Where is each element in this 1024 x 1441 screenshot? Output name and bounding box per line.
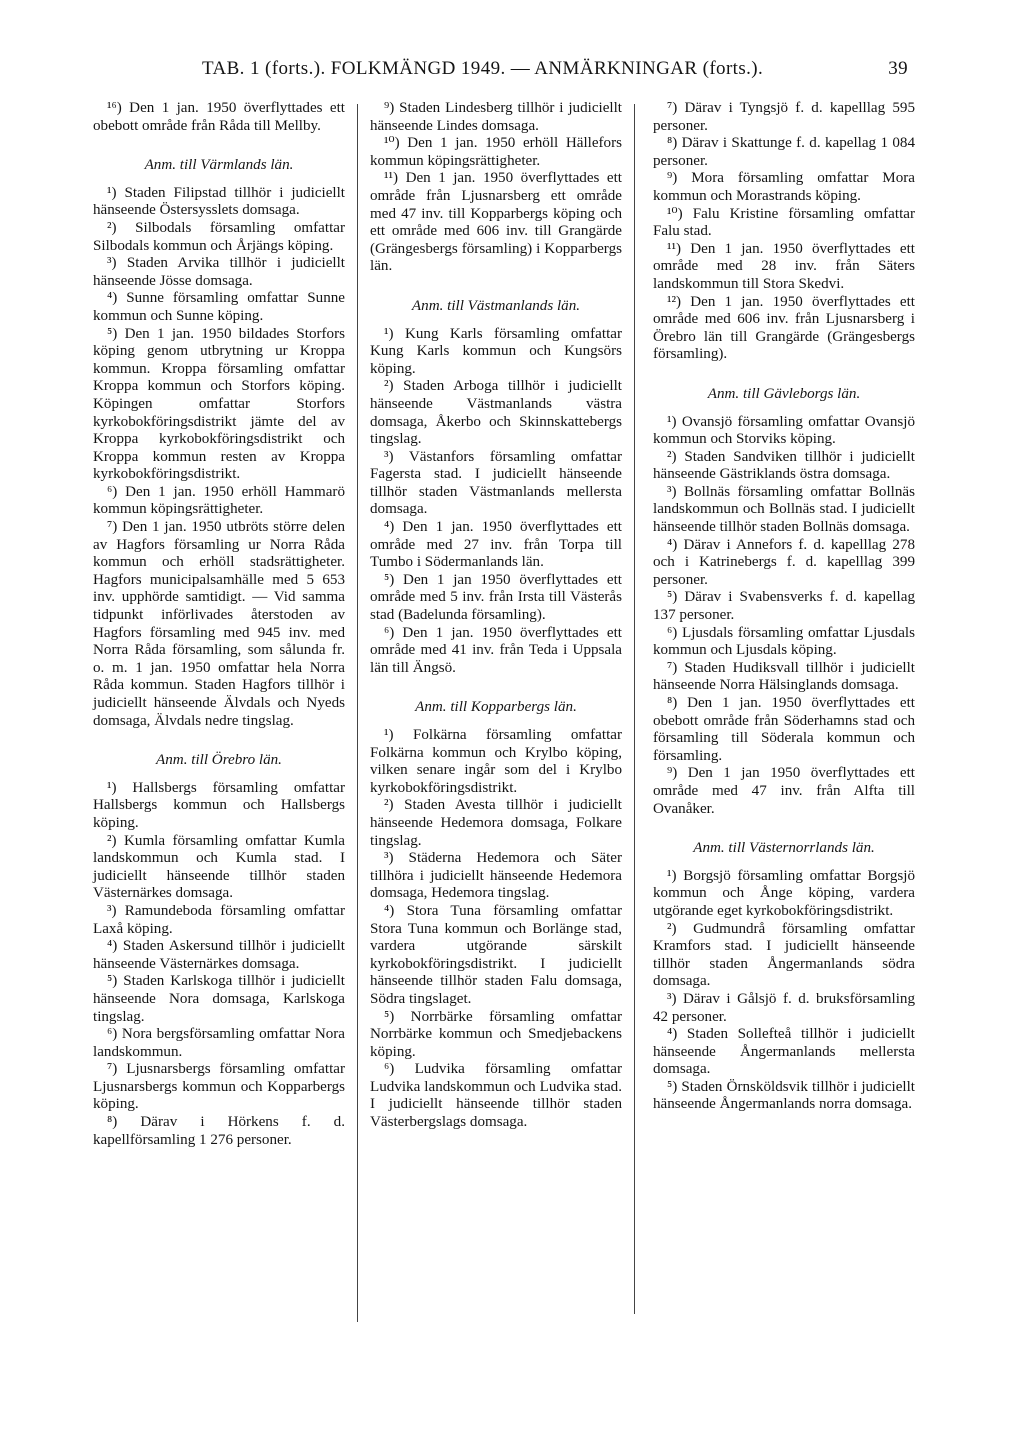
section-heading: Anm. till Gävleborgs län.	[707, 385, 861, 402]
footnote: ¹) Hallsbergs församling omfattar Hallsbergs kommun och Hallsbergs köping.	[93, 779, 345, 831]
footnote: ²) Gudmundrå församling omfattar Kramfors stad. I judiciellt hänseende tillhör staden Ångermanlands södra domsaga.	[653, 920, 915, 990]
footnote: ³) Städerna Hedemora och Säter tillhöra i judiciellt hänseende Hedemora domsaga, Hedemora tingslag.	[370, 850, 622, 902]
footnote: ²) Staden Avesta tillhör i judiciellt hänseende Hedemora domsaga, Folkare tingslag.	[370, 797, 622, 849]
footnote: ³) Bollnäs församling omfattar Bollnäs landskommun och Bollnäs stad. I judiciellt hänseende tillhör staden Bollnäs domsaga.	[653, 483, 915, 536]
footnote: ⁵) Därav i Svabensverks f. d. kapellag 137 personer.	[653, 589, 915, 624]
footnote: ⁸) Den 1 jan. 1950 överflyttades ett obebott område från Söderhamns stad och församling till Söderala kommun och församling.	[653, 695, 915, 764]
column-divider	[357, 104, 358, 1322]
footnote: ⁸) Därav i Skattunge f. d. kapellag 1 084 personer.	[653, 135, 915, 169]
footnote: ¹²) Den 1 jan. 1950 överflyttades ett område med 606 inv. från Ljusnarsberg i Örebro län till Grangärde (Grängesbergs församling).	[653, 293, 915, 363]
footnote: ⁵) Staden Karlskoga tillhör i judiciellt hänseende Nora domsaga, Karlskoga tingslag.	[93, 973, 345, 1025]
footnote: ⁷) Staden Hudiksvall tillhör i judiciellt hänseende Norra Hälsinglands domsaga.	[653, 659, 915, 694]
notes-column-2	[370, 100, 622, 1132]
footnote: ³) Staden Arvika tillhör i judiciellt hänseende Jösse domsaga.	[93, 255, 345, 289]
footnote: ⁵) Den 1 jan. 1950 bildades Storfors köping genom utbrytning ur Kroppa kommun. Kroppa församling omfattar Kroppa kommun och Storfors köping. Köpingen omfattar Storfors kyrkobokföringsdistrikt jämte del av Kroppa kyrkobokföringsdistrikt och Kroppa kommun resten av Kroppa kyrkobokföringsdistrikt.	[93, 325, 345, 483]
footnote: ⁴) Sunne församling omfattar Sunne kommun och Sunne köping.	[93, 290, 345, 324]
footnote: ⁹) Mora församling omfattar Mora kommun och Morastrands köping.	[653, 170, 915, 204]
section-heading: Anm. till Värmlands län.	[144, 157, 294, 174]
footnote: ¹¹) Den 1 jan. 1950 överflyttades ett område från Ljusnarsberg ett område med 47 inv. till Kopparbergs köping och ett område med 606 inv. till Grangärde (Grängesbergs församling) i Kopparbergs län.	[370, 170, 622, 275]
footnote: ²) Staden Sandviken tillhör i judiciellt hänseende Gästriklands östra domsaga.	[653, 448, 915, 483]
footnote: ¹¹) Den 1 jan. 1950 överflyttades ett område med 28 inv. från Säters landskommun till Stora Skedvi.	[653, 240, 915, 292]
footnote: ⁹) Staden Lindesberg tillhör i judiciellt hänseende Lindes domsaga.	[370, 100, 622, 134]
footnote: ⁷) Den 1 jan. 1950 utbröts större delen av Hagfors församling ur Norra Råda kommun och erhöll stadsrättigheter. Hagfors municipalsamhälle med 5 653 inv. upphörde samtidigt. — Vid samma tidpunkt införlivades återstoden av Hagfors församling med 945 inv. med Norra Råda församling, som sålunda fr. o. m. 1 jan. 1950 omfattar hela Norra Råda kommun. Staden Hagfors tillhör i judiciellt hänseende Älvdals och Nyeds domsaga, Älvdals nedre tingslag.	[93, 519, 345, 729]
footnote: ¹) Ovansjö församling omfattar Ovansjö kommun och Storviks köping.	[653, 413, 915, 448]
footnote: ⁵) Den 1 jan 1950 överflyttades ett område med 5 inv. från Irsta till Västerås stad (Badelunda församling).	[370, 571, 622, 624]
footnote: ²) Staden Arboga tillhör i judiciellt hänseende Västmanlands västra domsaga, Åkerbo och Skinnskattebergs tingslag.	[370, 378, 622, 448]
footnote: ¹⁶) Den 1 jan. 1950 överflyttades ett obebott område från Råda till Mellby.	[93, 100, 345, 134]
running-title: TAB. 1 (forts.). FOLKMÄNGD 1949. — ANMÄRKNINGAR (forts.).	[202, 58, 764, 79]
footnote: ¹) Kung Karls församling omfattar Kung Karls kommun och Kungsörs köping.	[370, 325, 622, 377]
page-number: 39	[888, 58, 908, 79]
footnote: ⁵) Staden Örnsköldsvik tillhör i judiciellt hänseende Ångermanlands norra domsaga.	[653, 1078, 915, 1113]
footnote: ⁶) Ludvika församling omfattar Ludvika landskommun och Ludvika stad. I judiciellt hänseende tillhör staden Västerbergslags domsaga.	[370, 1061, 622, 1131]
footnote: ³) Därav i Gålsjö f. d. bruksförsamling 42 personer.	[653, 990, 915, 1025]
footnote: ³) Västanfors församling omfattar Fagersta stad. I judiciellt hänseende tillhör staden Västmanlands mellersta domsaga.	[370, 448, 622, 518]
footnote: ⁴) Därav i Annefors f. d. kapelllag 278 och i Katrinebergs f. d. kapelllag 399 personer.	[653, 536, 915, 588]
footnote: ⁴) Stora Tuna församling omfattar Stora Tuna kommun och Borlänge stad, vardera utgörande särskilt kyrkobokföringsdistrikt. I judiciellt hänseende tillhör staden Falu domsaga, Södra tingslaget.	[370, 902, 622, 1007]
footnote: ⁸) Därav i Hörkens f. d. kapellförsamling 1 276 personer.	[93, 1114, 345, 1148]
column-divider	[634, 104, 635, 1314]
footnote: ⁷) Ljusnarsbergs församling omfattar Ljusnarsbergs kommun och Kopparbergs köping.	[93, 1061, 345, 1113]
footnote: ²) Kumla församling omfattar Kumla landskommun och Kumla stad. I judiciellt hänseende tillhör staden Västernärkes domsaga.	[93, 832, 345, 902]
notes-column-1	[93, 100, 345, 1149]
section-heading: Anm. till Örebro län.	[156, 752, 282, 769]
footnote: ¹) Staden Filipstad tillhör i judiciellt hänseende Östersysslets domsaga.	[93, 184, 345, 219]
section-heading: Anm. till Kopparbergs län.	[415, 699, 577, 716]
page-header	[90, 58, 920, 84]
section-heading: Anm. till Västernorrlands län.	[693, 840, 875, 857]
footnote: ⁷) Därav i Tyngsjö f. d. kapelllag 595 personer.	[653, 100, 915, 134]
footnote: ⁶) Den 1 jan. 1950 överflyttades ett område med 41 inv. från Teda i Uppsala län till Ängsö.	[370, 624, 622, 676]
notes-column-3	[653, 100, 915, 1114]
footnote: ⁶) Nora bergsförsamling omfattar Nora landskommun.	[93, 1026, 345, 1060]
footnote: ¹⁰) Falu Kristine församling omfattar Falu stad.	[653, 205, 915, 240]
footnote: ⁴) Staden Sollefteå tillhör i judiciellt hänseende Ångermanlands mellersta domsaga.	[653, 1026, 915, 1078]
section-heading: Anm. till Västmanlands län.	[411, 297, 581, 314]
footnote: ⁹) Den 1 jan 1950 överflyttades ett område med 47 inv. från Alfta till Ovanåker.	[653, 765, 915, 817]
footnote: ²) Silbodals församling omfattar Silbodals kommun och Årjängs köping.	[93, 219, 345, 254]
footnote: ⁴) Staden Askersund tillhör i judiciellt hänseende Västernärkes domsaga.	[93, 938, 345, 972]
footnote: ¹) Borgsjö församling omfattar Borgsjö kommun och Ånge köping, vardera utgörande eget kyrkobokföringsdistrikt.	[653, 867, 915, 919]
footnote: ⁶) Den 1 jan. 1950 erhöll Hammarö kommun köpingsrättigheter.	[93, 483, 345, 518]
footnote: ¹) Folkärna församling omfattar Folkärna kommun och Krylbo köping, vilken senare ingår som del i Krylbo kyrkobokföringsdistrikt.	[370, 727, 622, 796]
footnote: ⁶) Ljusdals församling omfattar Ljusdals kommun och Ljusdals köping.	[653, 624, 915, 659]
footnote: ¹⁰) Den 1 jan. 1950 erhöll Hällefors kommun köpingsrättigheter.	[370, 135, 622, 169]
footnote: ³) Ramundeboda församling omfattar Laxå köping.	[93, 902, 345, 937]
footnote: ⁵) Norrbärke församling omfattar Norrbärke kommun och Smedjebackens köping.	[370, 1008, 622, 1060]
footnote: ⁴) Den 1 jan. 1950 överflyttades ett område med 27 inv. från Torpa till Tumbo i Södermanlands län.	[370, 519, 622, 571]
